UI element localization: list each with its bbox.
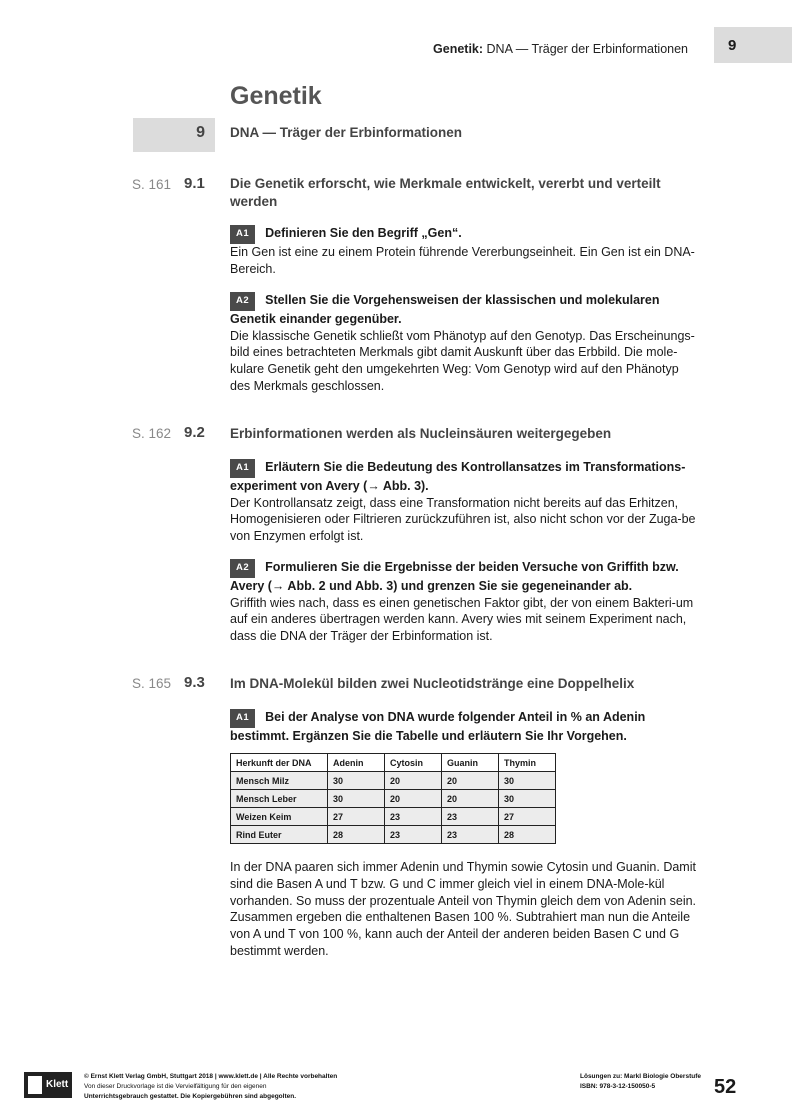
table-row xyxy=(231,808,556,826)
table-header-cell: Guanin xyxy=(442,754,499,772)
table-cell: 30 xyxy=(328,790,385,808)
task-badge: A1 xyxy=(230,709,255,728)
table-cell: Mensch Leber xyxy=(231,790,328,808)
table-cell: 20 xyxy=(442,790,499,808)
task-answer: Griffith wies nach, dass es einen genetischen Faktor gibt, der von einem Bakteri-um auf ein anderes übertragen werden kann. Avery wies mit seinem Experiment nach, dass die DNA der Träger der Erbinformation ist. xyxy=(230,595,694,644)
copyright-notice: © Ernst Klett Verlag GmbH, Stuttgart 2018 | www.klett.de | Alle Rechte vorbehalten Von dieser Druckvorlage ist die Vervielfältigung für den eigenen Unterrichtsgebrauch gestattet. Die Kopiergebühren sind abgegolten. xyxy=(84,1073,338,1100)
task-answer: Der Kontrollansatz zeigt, dass eine Transformation nicht bereits auf das Erhitzen, Homogenisieren oder Filtrieren zurückzuführen ist, also nicht schon vor der Zuga-be von Enzymen erfolgt ist. xyxy=(230,495,696,544)
task-badge: A1 xyxy=(230,459,255,478)
table-cell: 30 xyxy=(328,772,385,790)
table-cell: 23 xyxy=(442,826,499,844)
task-answer: Ein Gen ist eine zu einem Protein führende Vererbungseinheit. Ein Gen ist ein DNA-Bereich. xyxy=(230,244,695,276)
table-cell: Rind Euter xyxy=(231,826,328,844)
task-question: Bei der Analyse von DNA wurde folgender Anteil in % an Adenin bestimmt. Ergänzen Sie die Tabelle und erläutern Sie Ihr Vorgehen. xyxy=(230,710,646,743)
table-header-row xyxy=(231,754,556,772)
task-badge: A1 xyxy=(230,225,255,244)
section-title: Im DNA-Molekül bilden zwei Nucleotidstränge eine Doppelhelix xyxy=(230,676,635,691)
table-cell: 20 xyxy=(442,772,499,790)
table-cell: 23 xyxy=(385,826,442,844)
task-question: Definieren Sie den Begriff „Gen“. xyxy=(265,226,462,240)
table-row xyxy=(231,790,556,808)
section-title: Die Genetik erforscht, wie Merkmale entwickelt, vererbt und verteilt werden xyxy=(230,176,661,209)
table-cell: 20 xyxy=(385,790,442,808)
section-page-ref: S. 161 xyxy=(132,177,172,192)
table-cell: 23 xyxy=(442,808,499,826)
chapter-number-box: 9 xyxy=(133,118,215,152)
task-block xyxy=(230,559,700,645)
table-row xyxy=(231,772,556,790)
table-header-cell: Herkunft der DNA xyxy=(231,754,328,772)
page-number: 52 xyxy=(714,1076,737,1098)
base-composition-table xyxy=(230,753,556,844)
task-block xyxy=(230,292,700,395)
table-cell: 30 xyxy=(499,772,556,790)
section-page-ref: S. 165 xyxy=(132,676,172,691)
table-header-cell: Thymin xyxy=(499,754,556,772)
page-title: Genetik xyxy=(230,82,322,110)
table-cell: Mensch Milz xyxy=(231,772,328,790)
task-answer: Die klassische Genetik schließt vom Phänotyp auf den Genotyp. Das Erscheinungs-bild eines betrachteten Merkmals gibt damit Auskunft über das Erbbild. Die mole-kulare Genetik geht den umgekehrten Weg: Vom Genotyp wird auf den Phänotyp des Merkmals geschlossen. xyxy=(230,328,695,393)
closing-paragraph: In der DNA paaren sich immer Adenin und Thymin sowie Cytosin und Guanin. Damit sind die Basen A und T bzw. G und C immer gleich viel in einem DNA-Mole-kül vorhanden. So muss der prozentuale Anteil von Thymin gleich dem von Adenin sein. Zusammen ergeben die enthaltenen Basen 100 %. Subtrahiert man nun die Anteile von A und T von 100 %, kann auch der Anteil der anderen beiden Basen C und G bestimmt werden. xyxy=(230,860,697,958)
chapter-title: DNA — Träger der Erbinformationen xyxy=(230,125,463,140)
logo-mark-icon xyxy=(28,1076,42,1094)
section-page-ref: S. 162 xyxy=(132,426,172,441)
section-number: 9.1 xyxy=(184,175,205,192)
running-header: Genetik: DNA — Träger der Erbinformationen xyxy=(433,42,688,56)
table-row xyxy=(231,826,556,844)
section-number: 9.3 xyxy=(184,674,205,691)
task-block xyxy=(230,225,700,277)
chapter-tab: 9 xyxy=(714,27,792,63)
section-number: 9.2 xyxy=(184,424,205,441)
task-question: Stellen Sie die Vorgehensweisen der klassischen und molekularen Genetik einander gegenüber. xyxy=(230,293,660,326)
task-block xyxy=(230,459,700,545)
table-cell: 27 xyxy=(499,808,556,826)
task-question: Formulieren Sie die Ergebnisse der beiden Versuche von Griffith bzw. Avery (→ Abb. 2 und Abb. 3) und grenzen Sie sie gegeneinander ab. xyxy=(230,560,679,593)
table-cell: 27 xyxy=(328,808,385,826)
table-cell: Weizen Keim xyxy=(231,808,328,826)
table-cell: 30 xyxy=(499,790,556,808)
table-cell: 28 xyxy=(499,826,556,844)
task-badge: A2 xyxy=(230,292,255,311)
table-header-cell: Cytosin xyxy=(385,754,442,772)
table-cell: 23 xyxy=(385,808,442,826)
section-title: Erbinformationen werden als Nucleinsäuren weitergegeben xyxy=(230,426,612,441)
task-badge: A2 xyxy=(230,559,255,578)
book-info: Lösungen zu: Markl Biologie Oberstufe ISBN: 978-3-12-150050-5 xyxy=(580,1073,701,1090)
task-block xyxy=(230,709,700,745)
klett-logo: Klett xyxy=(24,1072,72,1098)
table-header-cell: Adenin xyxy=(328,754,385,772)
task-question: Erläutern Sie die Bedeutung des Kontrollansatzes im Transformations-experiment von Avery (→ Abb. 3). xyxy=(230,460,686,493)
table-cell: 20 xyxy=(385,772,442,790)
table-cell: 28 xyxy=(328,826,385,844)
